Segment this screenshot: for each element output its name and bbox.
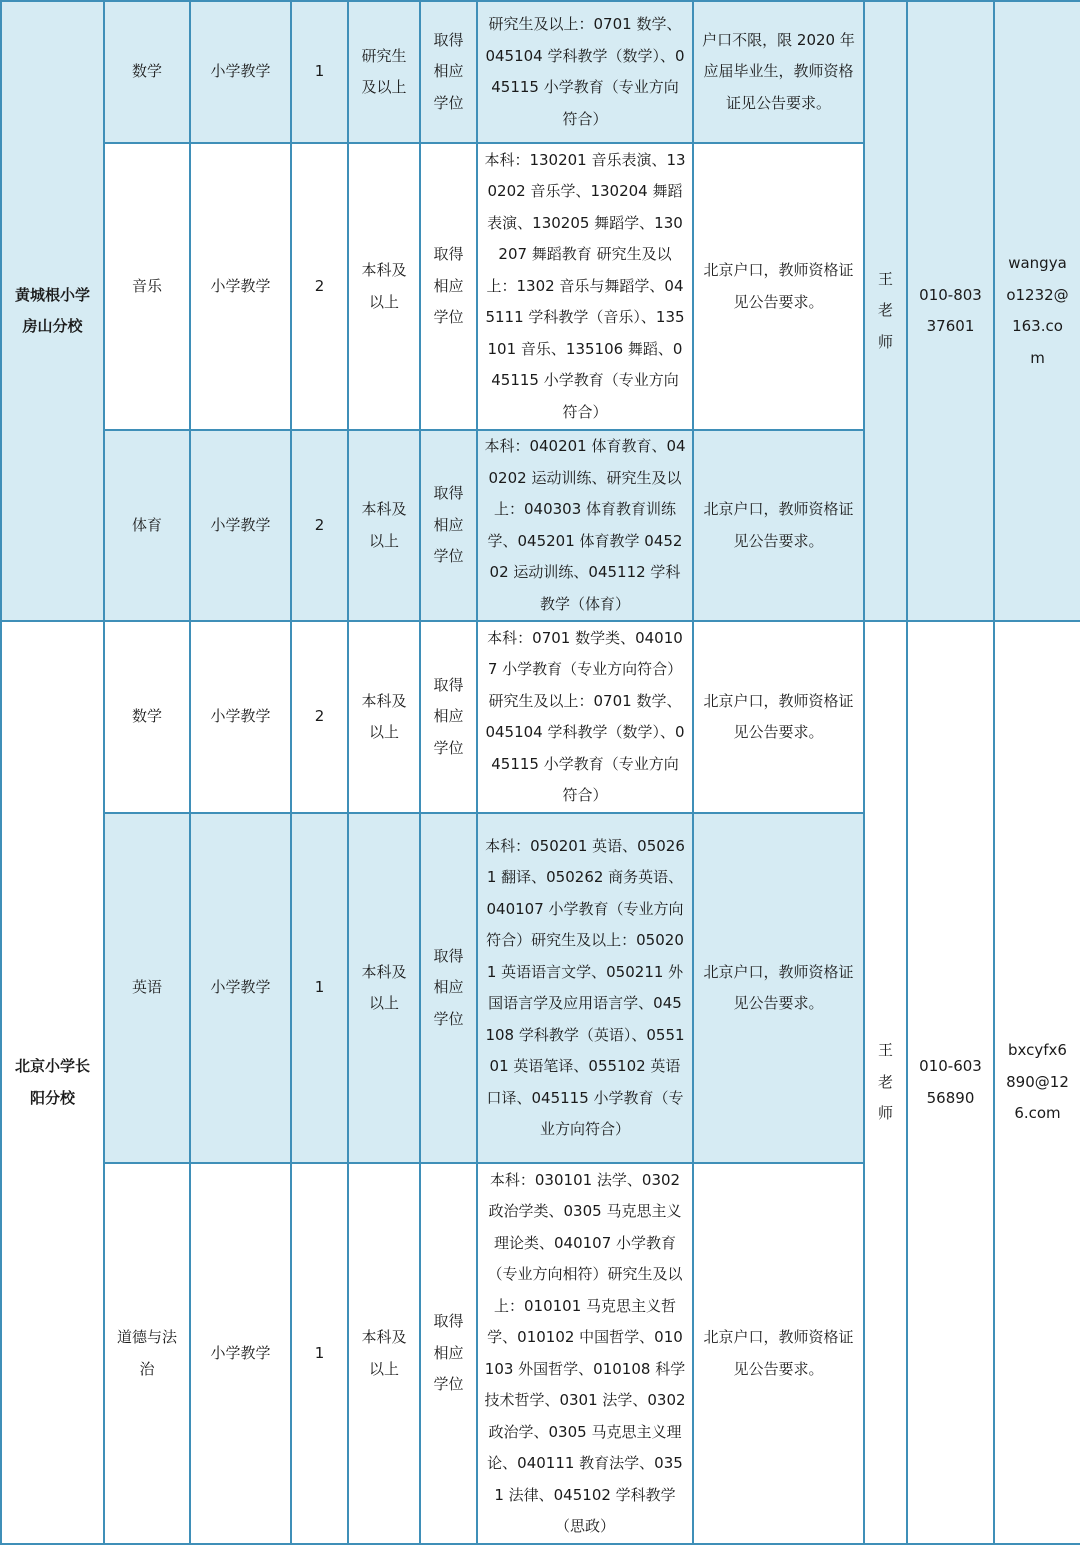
major-requirement-cell: 本科：040201 体育教育、040202 运动训练、研究生及以上：040303 体育教育训练学、045201 体育教学 045202 运动训练、045112 学科教学（体育） bbox=[477, 430, 693, 621]
headcount-cell: 2 bbox=[291, 621, 348, 813]
contact-person-cell: 王老师 bbox=[864, 621, 907, 1544]
education-cell: 本科及以上 bbox=[348, 143, 420, 430]
other-requirement-cell: 北京户口，教师资格证见公告要求。 bbox=[693, 1163, 864, 1544]
subject-cell: 英语 bbox=[104, 813, 190, 1163]
table-row bbox=[1, 621, 1080, 813]
school-name-cell: 北京小学长阳分校 bbox=[1, 621, 104, 1544]
other-requirement-cell: 户口不限，限 2020 年应届毕业生，教师资格证见公告要求。 bbox=[693, 1, 864, 143]
email-cell: wangyao1232@163.com bbox=[994, 1, 1080, 621]
degree-cell: 取得相应学位 bbox=[420, 621, 477, 813]
major-requirement-cell: 本科：030101 法学、0302 政治学类、0305 马克思主义理论类、040107 小学教育（专业方向相符）研究生及以上：010101 马克思主义哲学、010102 中国哲学、010103 外国哲学、010108 科学技术哲学、0301 法学、0302 政治学、0305 马克思主义理论、040111 教育法学、0351 法律、045102 学科教学（思政） bbox=[477, 1163, 693, 1544]
major-requirement-cell: 本科：050201 英语、050261 翻译、050262 商务英语、040107 小学教育（专业方向符合）研究生及以上：050201 英语语言文学、050211 外国语言学及应用语言学、045108 学科教学（英语）、055101 英语笔译、055102 英语口译、045115 小学教育（专业方向符合） bbox=[477, 813, 693, 1163]
education-cell: 本科及以上 bbox=[348, 430, 420, 621]
headcount-cell: 1 bbox=[291, 813, 348, 1163]
degree-cell: 取得相应学位 bbox=[420, 1163, 477, 1544]
headcount-cell: 2 bbox=[291, 430, 348, 621]
other-requirement-cell: 北京户口，教师资格证见公告要求。 bbox=[693, 143, 864, 430]
headcount-cell: 1 bbox=[291, 1163, 348, 1544]
position-type-cell: 小学教学 bbox=[190, 1, 291, 143]
subject-cell: 数学 bbox=[104, 621, 190, 813]
table-row bbox=[1, 1, 1080, 143]
education-cell: 研究生及以上 bbox=[348, 1, 420, 143]
degree-cell: 取得相应学位 bbox=[420, 430, 477, 621]
major-requirement-cell: 本科：130201 音乐表演、130202 音乐学、130204 舞蹈表演、130205 舞蹈学、130207 舞蹈教育 研究生及以上：1302 音乐与舞蹈学、045111 学科教学（音乐）、135101 音乐、135106 舞蹈、045115 小学教育（专业方向符合） bbox=[477, 143, 693, 430]
education-cell: 本科及以上 bbox=[348, 621, 420, 813]
major-requirement-cell: 研究生及以上：0701 数学、045104 学科教学（数学）、045115 小学教育（专业方向符合） bbox=[477, 1, 693, 143]
other-requirement-cell: 北京户口，教师资格证见公告要求。 bbox=[693, 430, 864, 621]
contact-person-cell: 王老师 bbox=[864, 1, 907, 621]
subject-cell: 音乐 bbox=[104, 143, 190, 430]
degree-cell: 取得相应学位 bbox=[420, 813, 477, 1163]
position-type-cell: 小学教学 bbox=[190, 813, 291, 1163]
school-name-cell: 黄城根小学房山分校 bbox=[1, 1, 104, 621]
phone-cell: 010-80337601 bbox=[907, 1, 994, 621]
headcount-cell: 1 bbox=[291, 1, 348, 143]
other-requirement-cell: 北京户口，教师资格证见公告要求。 bbox=[693, 621, 864, 813]
subject-cell: 数学 bbox=[104, 1, 190, 143]
position-type-cell: 小学教学 bbox=[190, 621, 291, 813]
position-type-cell: 小学教学 bbox=[190, 430, 291, 621]
phone-cell: 010-60356890 bbox=[907, 621, 994, 1544]
position-type-cell: 小学教学 bbox=[190, 143, 291, 430]
email-cell: bxcyfx6890@126.com bbox=[994, 621, 1080, 1544]
degree-cell: 取得相应学位 bbox=[420, 1, 477, 143]
subject-cell: 道德与法治 bbox=[104, 1163, 190, 1544]
education-cell: 本科及以上 bbox=[348, 813, 420, 1163]
headcount-cell: 2 bbox=[291, 143, 348, 430]
major-requirement-cell: 本科：0701 数学类、040107 小学教育（专业方向符合）研究生及以上：0701 数学、045104 学科教学（数学）、045115 小学教育（专业方向符合） bbox=[477, 621, 693, 813]
subject-cell: 体育 bbox=[104, 430, 190, 621]
education-cell: 本科及以上 bbox=[348, 1163, 420, 1544]
degree-cell: 取得相应学位 bbox=[420, 143, 477, 430]
position-type-cell: 小学教学 bbox=[190, 1163, 291, 1544]
other-requirement-cell: 北京户口，教师资格证见公告要求。 bbox=[693, 813, 864, 1163]
